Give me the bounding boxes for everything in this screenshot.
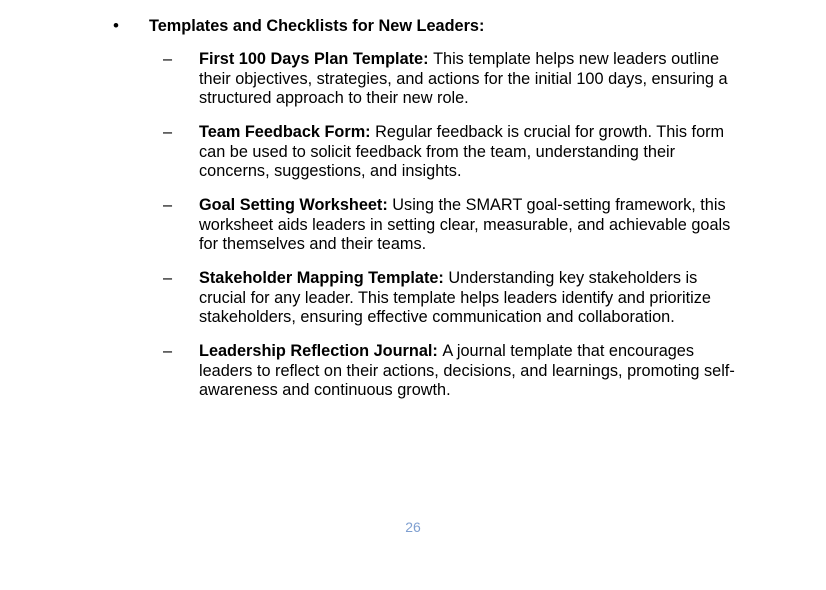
template-list xyxy=(0,50,826,415)
list-item-reflection-journal xyxy=(0,342,826,415)
list-item-title: First 100 Days Plan Template: xyxy=(199,50,434,68)
section-heading: Templates and Checklists for New Leaders: xyxy=(149,17,485,35)
dash-marker: – xyxy=(163,342,173,360)
bullet-marker: • xyxy=(113,16,119,35)
list-item-body: Regular feedback is crucial for growth. This form can be used to solicit feedback from the team, understanding their concerns, suggestions, and insights. xyxy=(199,123,725,180)
list-item-body: Using the SMART goal-setting framework, this worksheet aids leaders in setting clear, measurable, and achievable goals for themselves and their teams. xyxy=(199,196,731,253)
page-number: 26 xyxy=(405,519,421,535)
list-item-body: Understanding key stakeholders is crucial for any leader. This template helps leaders identify and prioritize stakeholders, ensuring effective communication and collaboration. xyxy=(199,269,711,326)
list-item-goal-setting xyxy=(0,196,826,269)
list-item-title: Leadership Reflection Journal: xyxy=(199,342,443,360)
list-item-body: A journal template that encourages leaders to reflect on their actions, decisions, and learnings, promoting self-awareness and continuous growth. xyxy=(199,342,735,399)
list-item-title: Stakeholder Mapping Template: xyxy=(199,269,449,287)
main-bullet-item xyxy=(0,15,826,37)
list-item-text xyxy=(199,269,739,328)
list-item-first-100-days xyxy=(0,50,826,123)
dash-marker: – xyxy=(163,123,173,141)
list-item-text xyxy=(199,342,739,401)
list-item-title: Team Feedback Form: xyxy=(199,123,376,141)
list-item-title: Goal Setting Worksheet: xyxy=(199,196,393,214)
list-item-text xyxy=(199,196,739,255)
dash-marker: – xyxy=(163,269,173,287)
dash-marker: – xyxy=(163,196,173,214)
dash-marker: – xyxy=(163,50,173,68)
list-item-team-feedback xyxy=(0,123,826,196)
list-item-text xyxy=(199,50,739,109)
list-item-body: This template helps new leaders outline their objectives, strategies, and actions for the initial 100 days, ensuring a structured approach to their new role. xyxy=(199,50,728,107)
list-item-text xyxy=(199,123,739,182)
list-item-stakeholder-mapping xyxy=(0,269,826,342)
